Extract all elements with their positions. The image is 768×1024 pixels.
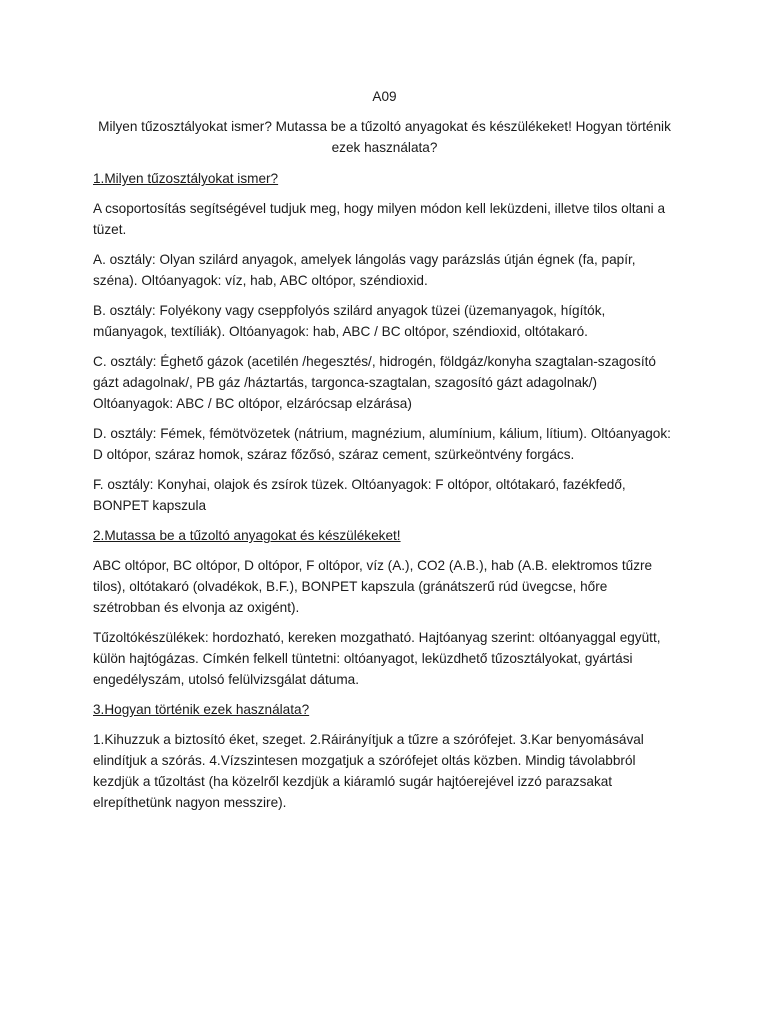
paragraph-class-a: A. osztály: Olyan szilárd anyagok, amelyek lángolás vagy parázslás útján égnek (fa, papír, széna). Oltóanyagok: víz, hab, ABC oltópor, széndioxid.	[93, 252, 636, 288]
paragraph-class-d: D. osztály: Fémek, fémötvözetek (nátrium, magnézium, alumínium, kálium, lítium). Oltóanyagok: D oltópor, száraz homok, száraz főzősó, száraz cement, szürkeöntvény forgács.	[93, 426, 671, 462]
section-fire-classes	[93, 168, 676, 516]
section-heading: 2.Mutassa be a tűzoltó anyagokat és készülékeket!	[93, 528, 401, 543]
paragraph-class-b: B. osztály: Folyékony vagy cseppfolyós szilárd anyagok tüzei (üzemanyagok, hígítók, műanyagok, textíliák). Oltóanyagok: hab, ABC / BC oltópor, széndioxid, oltótakaró.	[93, 303, 606, 339]
paragraph: ABC oltópor, BC oltópor, D oltópor, F oltópor, víz (A.), CO2 (A.B.), hab (A.B. elektromos tűzre tilos), oltótakaró (olvadékok, B.F.), BONPET kapszula (gránátszerű rúd üvegcse, hőre szétrobban és elvonja az oxigént).	[93, 558, 653, 615]
exam-question: Milyen tűzosztályokat ismer? Mutassa be a tűzoltó anyagokat és készülékeket! Hogyan történik ezek használata?	[98, 119, 671, 155]
paragraph: 1.Kihuzzuk a biztosító éket, szeget. 2.Ráirányítjuk a tűzre a szórófejet. 3.Kar benyomásával elindítjuk a szórás. 4.Vízszintesen mozgatjuk a szórófejet oltás közben. Mindig távolabbról kezdjük a tűzoltást (ha közelről kezdjük a kiáramló sugár hajtóerejével izzó parazsakat elrepíthetünk nagyon messzire).	[93, 732, 644, 810]
section-extinguishing-agents	[93, 525, 676, 690]
document-page	[93, 86, 676, 822]
paragraph-class-f: F. osztály: Konyhai, olajok és zsírok tüzek. Oltóanyagok: F oltópor, oltótakaró, fazékfedő, BONPET kapszula	[93, 477, 626, 513]
section-heading: 1.Milyen tűzosztályokat ismer?	[93, 171, 279, 186]
paragraph: Tűzoltókészülékek: hordozható, kereken mozgatható. Hajtóanyag szerint: oltóanyaggal együtt, külön hajtógázas. Címkén felkell tüntetni: oltóanyagot, leküzdhető tűzosztályokat, gyártási engedélyszám, utolsó felülvizsgálat dátuma.	[93, 630, 661, 687]
section-heading: 3.Hogyan történik ezek használata?	[93, 702, 310, 717]
document-code: A09	[372, 89, 397, 104]
section-usage	[93, 699, 676, 813]
paragraph: A csoportosítás segítségével tudjuk meg, hogy milyen módon kell leküzdeni, illetve tilos oltani a tüzet.	[93, 201, 665, 237]
paragraph-class-c: C. osztály: Éghető gázok (acetilén /hegesztés/, hidrogén, földgáz/konyha szagtalan-szagosító gázt adagolnak/, PB gáz /háztartás, targonca-szagtalan, szagosító gázt adagolnak/) Oltóanyagok: ABC / BC oltópor, elzárócsap elzárása)	[93, 354, 656, 411]
